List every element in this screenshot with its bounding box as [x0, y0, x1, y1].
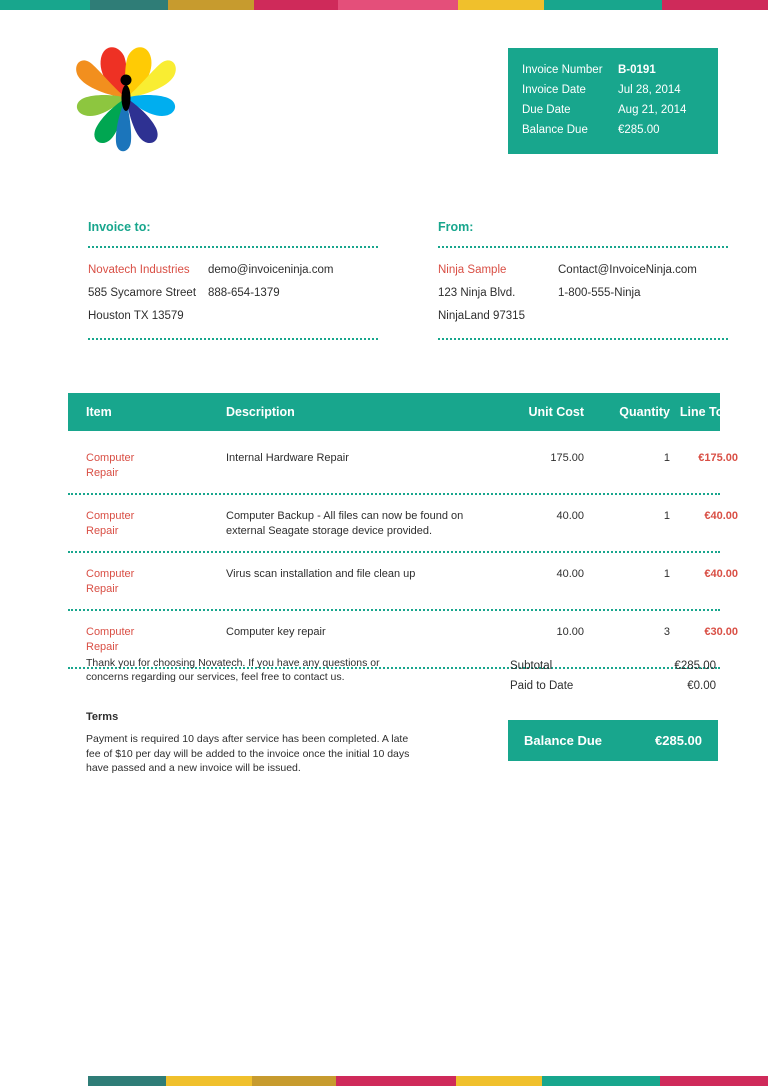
divider [438, 246, 728, 248]
cell-unit-cost: 10.00 [556, 626, 584, 638]
invoice-page [0, 10, 768, 1076]
stripe-segment [542, 1076, 660, 1086]
stripe-segment [336, 1076, 456, 1086]
paid-to-date-row [508, 676, 718, 696]
cell-description: Computer key repair [226, 626, 326, 638]
table-row [68, 495, 738, 553]
from-phone: 1-800-555-Ninja [558, 287, 641, 299]
cell-line-total: €40.00 [704, 568, 738, 580]
invoice-to-title: Invoice to: [88, 220, 151, 234]
column-header-item: Item [86, 405, 112, 419]
balance-due-value: €285.00 [655, 733, 702, 748]
stripe-segment [88, 1076, 166, 1086]
balance-due-label: Balance Due [524, 733, 603, 748]
thank-you-message: Thank you for choosing Novatech. If you have any questions or concerns regarding our services, feel free to contact us. [86, 657, 380, 683]
stripe-segment [254, 0, 338, 10]
cell-item: Computer Repair [86, 568, 135, 595]
cell-item: Computer Repair [86, 626, 135, 653]
from-address2: NinjaLand 97315 [438, 310, 525, 322]
meta-value: €285.00 [618, 124, 660, 136]
meta-row-balance-due [522, 120, 704, 140]
meta-label: Invoice Date [522, 84, 586, 96]
balance-due-box [508, 720, 718, 761]
cell-description: Internal Hardware Repair [226, 452, 349, 464]
cell-quantity: 1 [663, 452, 670, 464]
meta-label: Invoice Number [522, 64, 603, 76]
from-block [438, 220, 728, 340]
from-details [438, 262, 728, 324]
meta-value: Jul 28, 2014 [618, 84, 681, 96]
cell-line-total: €30.00 [704, 626, 738, 638]
from-spacer [558, 308, 728, 324]
column-header-line-total: Line Total [679, 405, 738, 419]
totals-block [508, 656, 718, 761]
from-email: Contact@InvoiceNinja.com [558, 264, 697, 276]
invoice-to-spacer [208, 308, 378, 324]
stripe-segment [660, 1076, 768, 1086]
cell-quantity: 1 [663, 568, 670, 580]
stripe-segment [168, 0, 254, 10]
meta-value: Aug 21, 2014 [618, 104, 687, 116]
notes-block [86, 656, 416, 776]
invoice-to-block [88, 220, 378, 340]
invoice-to-address2: Houston TX 13579 [88, 310, 184, 322]
from-address1: 123 Ninja Blvd. [438, 287, 516, 299]
from-title: From: [438, 220, 474, 234]
table-header-row [68, 393, 738, 431]
stripe-segment [0, 1076, 88, 1086]
divider [88, 246, 378, 248]
terms-body: Payment is required 10 days after service has been completed. A late fee of $10 per day will be added to the invoice once the initial 10 days have passed and a new invoice will be issued. [86, 733, 410, 774]
cell-item: Computer Repair [86, 510, 135, 537]
divider [438, 338, 728, 340]
invoice-meta-box [508, 48, 718, 154]
column-header-unit-cost: Unit Cost [528, 405, 584, 419]
stripe-segment [166, 1076, 252, 1086]
subtotal-value: €285.00 [674, 660, 716, 672]
meta-row-invoice-number [522, 60, 704, 80]
butterfly-icon [68, 38, 184, 158]
table-row [68, 431, 738, 495]
invoice-to-details [88, 262, 378, 324]
bottom-color-bar [0, 1076, 768, 1086]
cell-line-total: €175.00 [698, 452, 738, 464]
column-header-description: Description [226, 405, 295, 419]
column-header-quantity: Quantity [619, 405, 670, 419]
cell-quantity: 1 [663, 510, 670, 522]
stripe-segment [252, 1076, 336, 1086]
invoice-to-name: Novatech Industries [88, 264, 190, 276]
stripe-segment [0, 0, 90, 10]
cell-description: Virus scan installation and file clean up [226, 568, 416, 580]
cell-description: Computer Backup - All files can now be found on external Seagate storage device provided. [226, 510, 464, 537]
divider [88, 338, 378, 340]
line-items-table [68, 393, 738, 669]
stripe-segment [662, 0, 768, 10]
paid-to-date-value: €0.00 [687, 680, 716, 692]
stripe-segment [544, 0, 662, 10]
cell-unit-cost: 175.00 [550, 452, 584, 464]
meta-row-due-date [522, 100, 704, 120]
stripe-segment [90, 0, 168, 10]
cell-unit-cost: 40.00 [556, 510, 584, 522]
cell-quantity: 3 [663, 626, 670, 638]
paid-to-date-label: Paid to Date [510, 680, 574, 692]
butterfly-logo [68, 38, 184, 158]
meta-label: Due Date [522, 104, 571, 116]
invoice-to-email: demo@invoiceninja.com [208, 264, 334, 276]
cell-item: Computer Repair [86, 452, 135, 479]
stripe-segment [338, 0, 458, 10]
subtotal-row [508, 656, 718, 676]
invoice-to-address1: 585 Sycamore Street [88, 287, 197, 299]
terms-title: Terms [86, 711, 119, 723]
meta-label: Balance Due [522, 124, 588, 136]
invoice-to-phone: 888-654-1379 [208, 287, 280, 299]
subtotal-label: Subtotal [510, 660, 553, 672]
table-row [68, 553, 738, 611]
from-name: Ninja Sample [438, 264, 507, 276]
cell-line-total: €40.00 [704, 510, 738, 522]
stripe-segment [458, 0, 544, 10]
cell-unit-cost: 40.00 [556, 568, 584, 580]
stripe-segment [456, 1076, 542, 1086]
top-color-bar [0, 0, 768, 10]
meta-value: B-0191 [618, 64, 656, 76]
meta-row-invoice-date [522, 80, 704, 100]
